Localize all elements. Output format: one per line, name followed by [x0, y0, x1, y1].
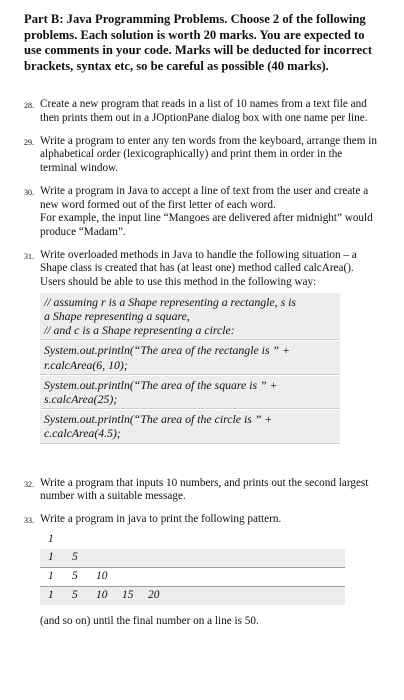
question-28	[24, 98, 380, 125]
code-line: r.calcArea(6, 10);	[44, 357, 128, 372]
pattern-cell: 1	[48, 532, 54, 545]
question-body	[40, 513, 380, 605]
question-33	[24, 513, 380, 605]
question-text: Write a program to enter any ten words from the keyboard, arrange them in alphabetical order (lexicographically) and print them in order in the terminal window.	[40, 134, 377, 175]
pattern-cell: 1	[48, 550, 54, 563]
code-statement-rectangle	[40, 340, 340, 374]
pattern-row	[40, 549, 345, 568]
pattern-cell: 5	[72, 569, 78, 582]
code-statement-square	[40, 375, 340, 409]
code-comment-line: // and c is a Shape representing a circle:	[44, 323, 235, 338]
code-comment-block	[40, 293, 340, 341]
pattern-cell: 20	[148, 588, 160, 601]
question-29	[24, 135, 380, 176]
question-text: Write overloaded methods in Java to handle the following situation – a Shape class is created that has (at least one) method called calcArea(). Users should be able to use this method in the following way:	[40, 248, 357, 289]
question-text: Create a new program that reads in a list of 10 names from a text file and then prints them out in a JOptionPane dialog box with one name per line.	[40, 98, 368, 125]
code-line: c.calcArea(4.5);	[44, 426, 121, 441]
question-number: 30.	[24, 187, 34, 197]
pattern-cell: 15	[122, 588, 134, 601]
pattern-continuation-note: (and so on) until the final number on a line is 50.	[40, 614, 259, 627]
question-text: Write a program that inputs 10 numbers, and prints out the second largest number with a suitable message.	[40, 476, 369, 503]
code-line: System.out.println(“The area of the circle is ” +	[44, 412, 273, 427]
pattern-cell: 5	[72, 550, 78, 563]
question-32	[24, 477, 380, 504]
pattern-cell: 1	[48, 588, 54, 601]
question-body	[40, 185, 380, 240]
question-number: 33.	[24, 516, 34, 526]
question-number: 32.	[24, 479, 34, 489]
pattern-cell: 10	[96, 588, 108, 601]
code-line: s.calcArea(25);	[44, 392, 118, 407]
question-body	[40, 249, 380, 444]
code-comment-line: a Shape representing a square,	[44, 309, 190, 324]
question-text: Write a program in Java to accept a line of text from the user and create a new word formed out of the first letter of each word.	[40, 184, 369, 211]
question-text: Write a program in java to print the following pattern.	[40, 513, 282, 526]
code-line: System.out.println(“The area of the square is ” +	[44, 377, 278, 392]
number-pattern-table	[40, 531, 345, 605]
pattern-cell: 1	[48, 569, 54, 582]
code-comment-line: // assuming r is a Shape representing a rectangle, s is	[44, 294, 296, 309]
question-example: For example, the input line “Mangoes are delivered after midnight” would produce “Madam”.	[40, 212, 373, 238]
code-example	[40, 293, 340, 444]
pattern-row	[40, 531, 345, 549]
question-30	[24, 185, 380, 240]
code-line: System.out.println(“The area of the rectangle is ” +	[44, 343, 290, 358]
question-number: 29.	[24, 137, 34, 147]
pattern-row	[40, 568, 345, 587]
pattern-row	[40, 587, 345, 605]
question-number: 28.	[24, 101, 34, 111]
pattern-cell: 5	[72, 588, 78, 601]
part-b-header: Part B: Java Programming Problems. Choose 2 of the following problems. Each solution is worth 20 marks. You are expected to use comments in your code. Marks will be deducted for incorrect brackets, syntax etc, so be careful as possible (40 marks).	[24, 12, 373, 73]
pattern-cell: 10	[96, 569, 108, 582]
code-statement-circle	[40, 409, 340, 443]
question-31	[24, 249, 380, 444]
question-number: 31.	[24, 251, 34, 261]
